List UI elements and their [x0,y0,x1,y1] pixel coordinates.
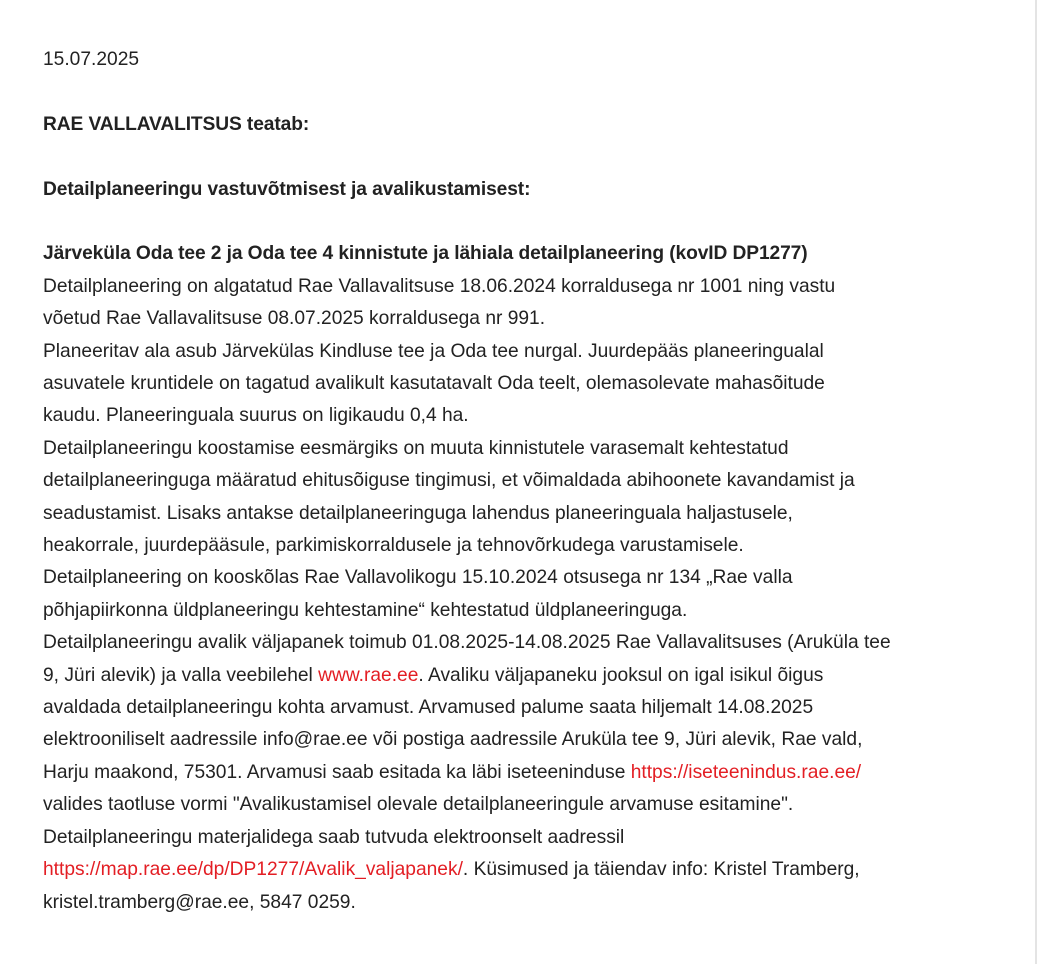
body-line: Detailplaneeringu materjalidega saab tutvuda elektroonselt aadressil [43,826,625,848]
body-line: kaudu. Planeeringuala suurus on ligikaudu 0,4 ha. [43,405,469,427]
body-line: elektrooniliselt aadressile info@rae.ee või postiga aadressile Aruküla tee 9, Jüri alevik, Rae vald, [43,729,863,751]
page-right-border [1035,0,1037,964]
body-text: . Avaliku väljapaneku jooksul on igal isikul õigus [418,664,824,686]
notice-announcer: RAE VALLAVALITSUS teatab: [43,113,310,135]
body-line: Detailplaneeringu koostamise eesmärgiks on muuta kinnistutele varasemalt kehtestatud [43,437,789,459]
body-line: avaldada detailplaneeringu kohta arvamust. Arvamused palume saata hiljemalt 14.08.2025 [43,697,814,719]
body-line: Planeeritav ala asub Järvekülas Kindluse tee ja Oda tee nurgal. Juurdepääs planeeringualal [43,340,824,362]
plan-materials-link[interactable]: https://map.rae.ee/dp/DP1277/Avalik_valjapanek/ [43,859,463,881]
body-line: seadustamist. Lisaks antakse detailplaneeringuga lahendus planeeringuala haljastusele, [43,502,793,524]
body-line: Detailplaneering on algatatud Rae Vallavalitsuse 18.06.2024 korraldusega nr 1001 ning vastu [43,275,836,297]
body-line: võetud Rae Vallavalitsuse 08.07.2025 korraldusega nr 991. [43,308,546,330]
body-text: . Küsimused ja täiendav info: Kristel Tramberg, [462,859,860,881]
rae-website-link[interactable]: www.rae.ee [318,664,419,686]
body-line: Detailplaneering on kooskõlas Rae Vallavolikogu 15.10.2024 otsusega nr 134 „Rae valla [43,567,793,589]
body-line: Detailplaneeringu avalik väljapanek toimub 01.08.2025-14.08.2025 Rae Vallavalitsuses (Aruküla tee [43,632,891,654]
body-text: 9, Jüri alevik) ja valla veebilehel [43,664,319,686]
contact-line: kristel.tramberg@rae.ee, 5847 0259. [43,891,356,913]
spacer [43,76,1003,108]
body-line [43,757,1003,789]
body-line: heakorrale, juurdepääsule, parkimiskorraldusele ja tehnovõrkudega varustamisele. [43,535,744,557]
body-line [43,854,1003,886]
body-line: valides taotluse vormi "Avalikustamisel olevale detailplaneeringule arvamuse esitamine". [43,794,794,816]
body-text: Harju maakond, 75301. Arvamusi saab esitada ka läbi iseteeninduse [43,761,631,783]
plan-title: Järveküla Oda tee 2 ja Oda tee 4 kinnistute ja lähiala detailplaneering (kovID DP1277) [43,243,808,265]
body-line [43,660,1003,692]
spacer [43,141,1003,173]
self-service-portal-link[interactable]: https://iseteenindus.rae.ee/ [630,761,862,783]
body-line: põhjapiirkonna üldplaneeringu kehtestamine“ kehtestatud üldplaneeringuga. [43,599,688,621]
notice-date: 15.07.2025 [43,49,140,70]
spacer [43,206,1003,238]
body-line: asuvatele kruntidele on tagatud avalikult kasutatavalt Oda teelt, olemasolevate mahasõitude [43,373,825,395]
body-line: detailplaneeringuga määratud ehitusõiguse tingimusi, et võimaldada abihoonete kavandamist ja [43,470,855,492]
section-heading: Detailplaneeringu vastuvõtmisest ja avalikustamisest: [43,178,531,200]
notice-article [43,44,1003,919]
